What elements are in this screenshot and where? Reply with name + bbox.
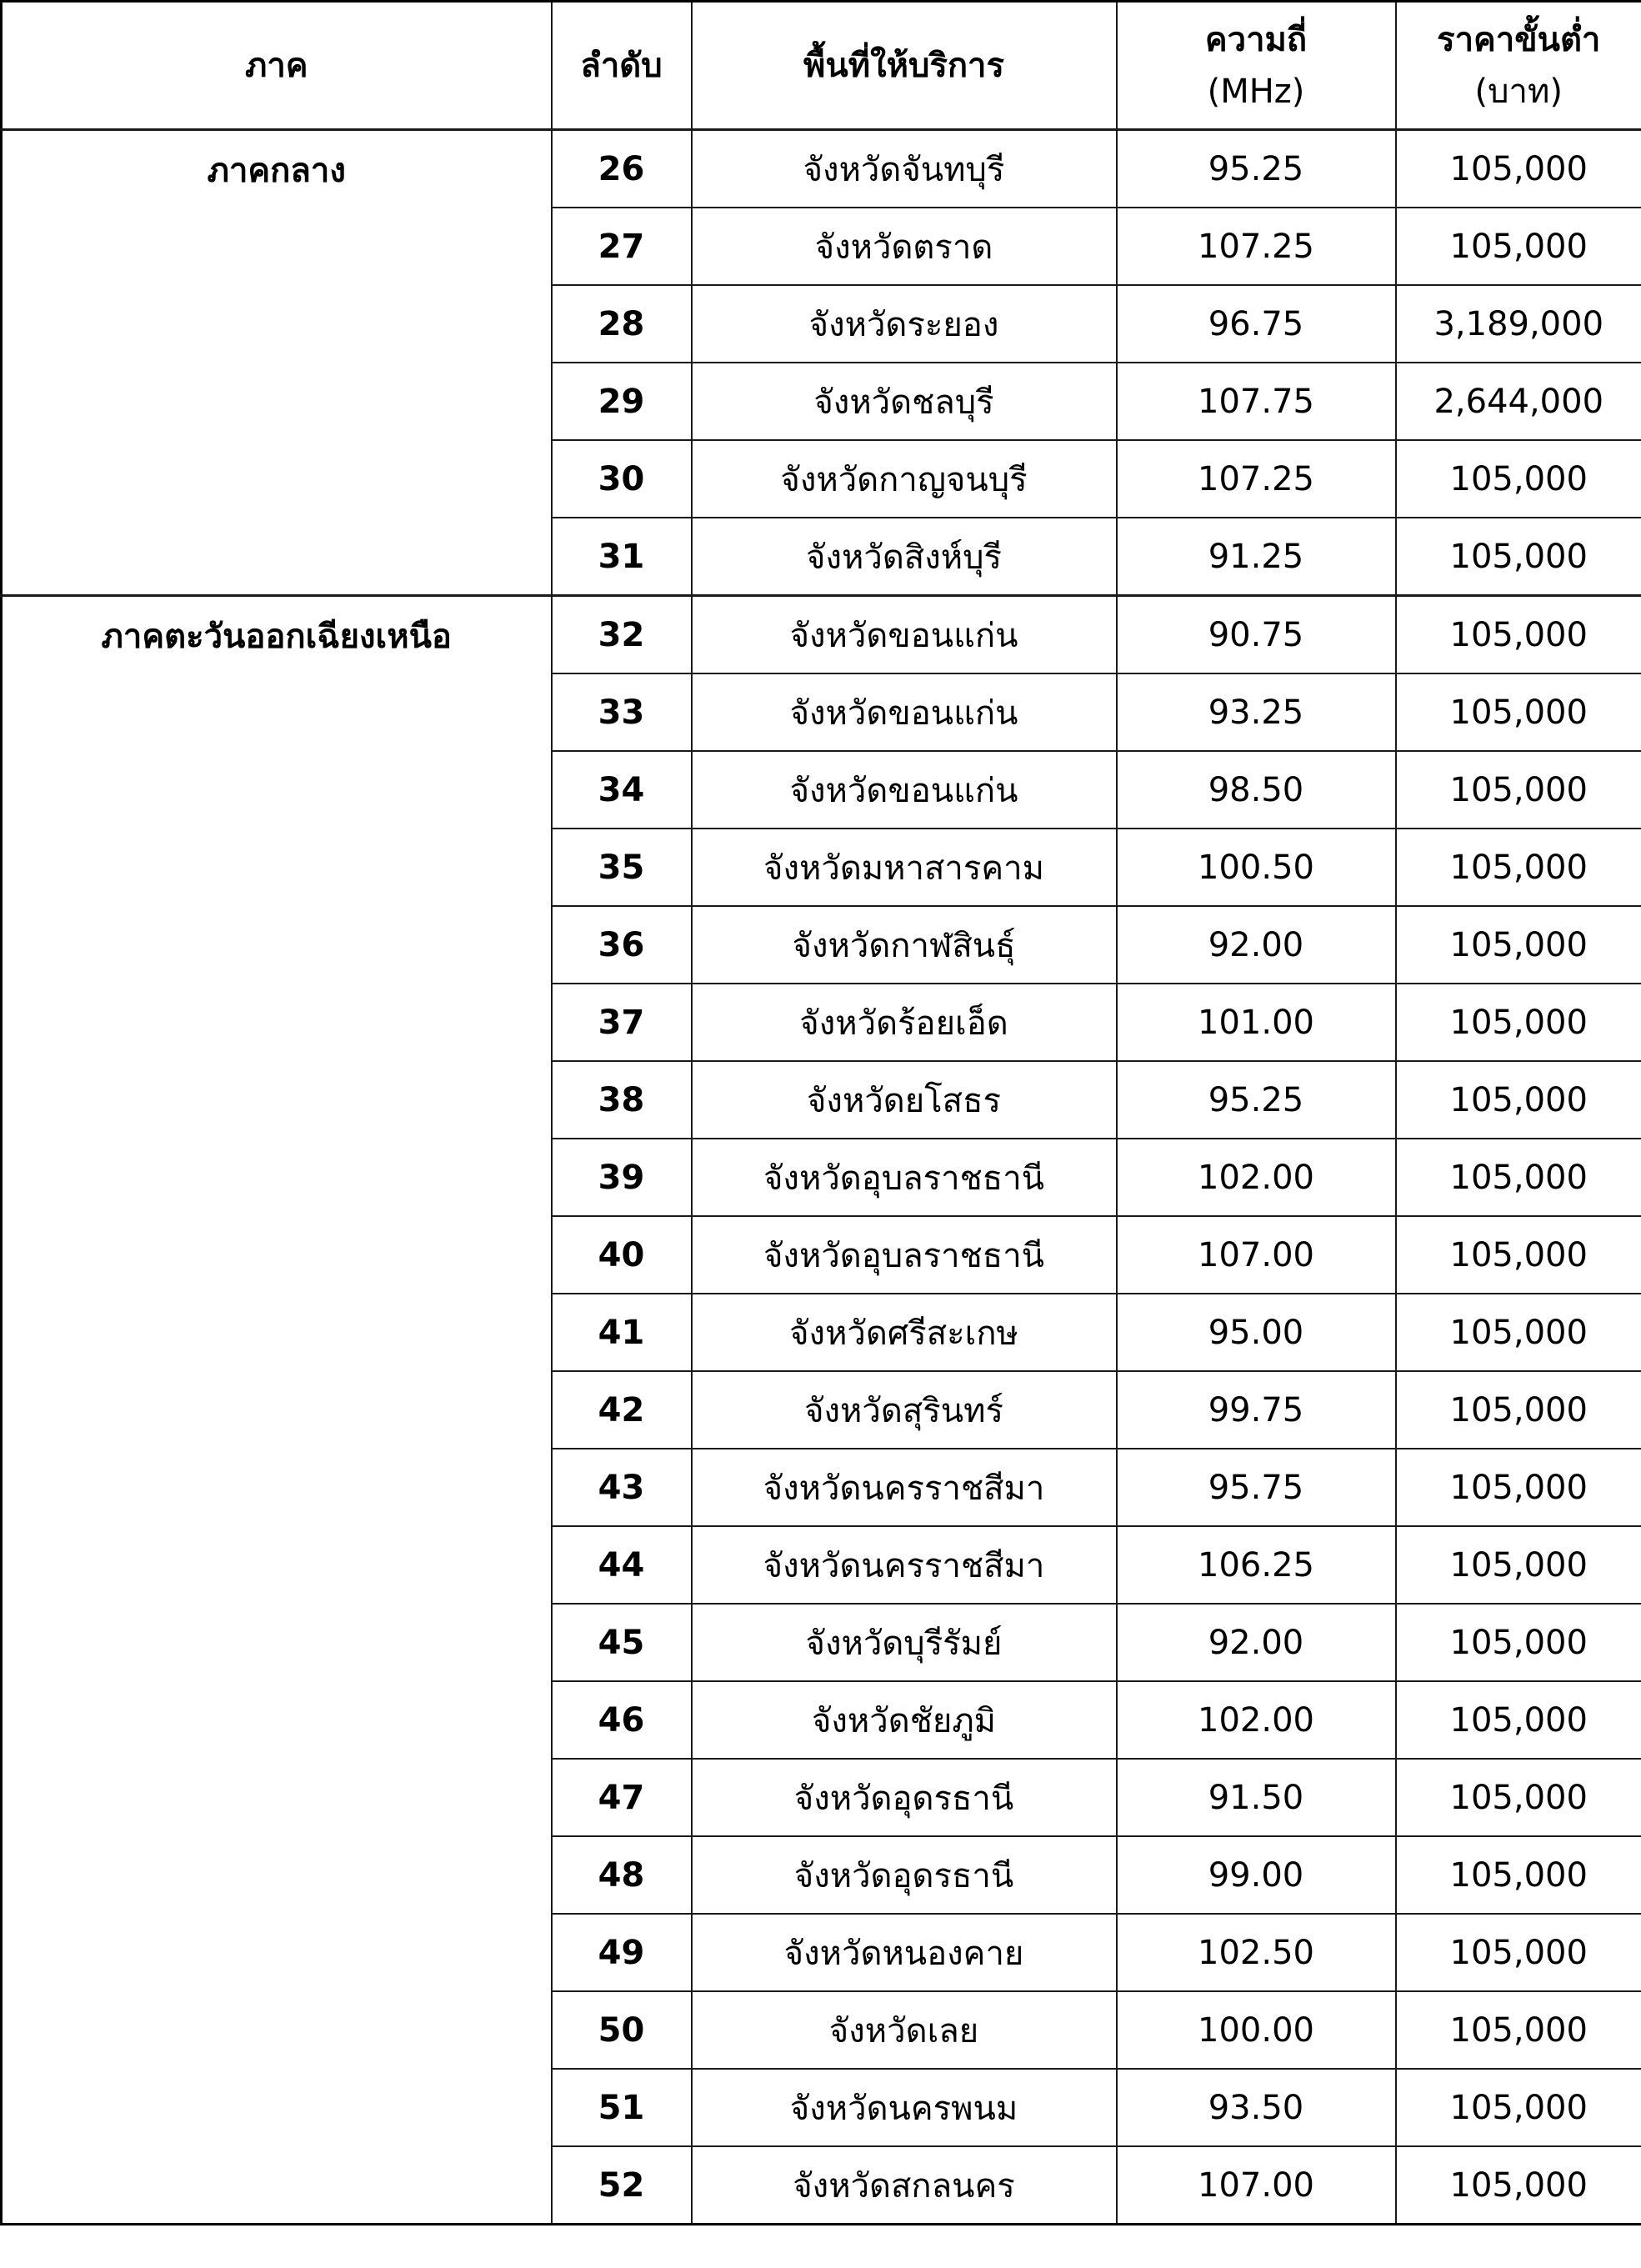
seq-cell: 33 — [552, 673, 692, 751]
frequency-cell: 107.25 — [1117, 440, 1396, 518]
region-cell: ภาคกลาง — [2, 130, 552, 596]
seq-cell: 39 — [552, 1139, 692, 1216]
header-min-price-label: ราคาขั้นต่ำ — [1437, 20, 1601, 59]
min-price-cell: 105,000 — [1396, 829, 1641, 906]
frequency-cell: 96.75 — [1117, 285, 1396, 363]
area-cell: จังหวัดบุรีรัมย์ — [692, 1604, 1117, 1681]
table-body — [2, 130, 1641, 2225]
frequency-cell: 100.50 — [1117, 829, 1396, 906]
frequency-cell: 95.75 — [1117, 1449, 1396, 1526]
frequency-cell: 100.00 — [1117, 1991, 1396, 2069]
area-cell: จังหวัดอุบลราชธานี — [692, 1216, 1117, 1294]
min-price-cell: 105,000 — [1396, 1681, 1641, 1759]
frequency-cell: 107.00 — [1117, 2146, 1396, 2225]
seq-cell: 26 — [552, 130, 692, 208]
seq-cell: 37 — [552, 984, 692, 1061]
frequency-cell: 102.00 — [1117, 1681, 1396, 1759]
min-price-cell: 105,000 — [1396, 440, 1641, 518]
seq-cell: 34 — [552, 751, 692, 829]
area-cell: จังหวัดกาญจนบุรี — [692, 440, 1117, 518]
header-frequency — [1117, 2, 1396, 130]
frequency-cell: 107.00 — [1117, 1216, 1396, 1294]
area-cell: จังหวัดขอนแก่น — [692, 596, 1117, 674]
seq-cell: 49 — [552, 1914, 692, 1991]
header-region: ภาค — [2, 2, 552, 130]
seq-cell: 46 — [552, 1681, 692, 1759]
seq-cell: 50 — [552, 1991, 692, 2069]
area-cell: จังหวัดขอนแก่น — [692, 751, 1117, 829]
area-cell: จังหวัดสุรินทร์ — [692, 1371, 1117, 1449]
area-cell: จังหวัดกาฬสินธุ์ — [692, 906, 1117, 984]
area-cell: จังหวัดขอนแก่น — [692, 673, 1117, 751]
frequency-cell: 95.25 — [1117, 1061, 1396, 1139]
frequency-cell: 95.25 — [1117, 130, 1396, 208]
seq-cell: 29 — [552, 363, 692, 440]
area-cell: จังหวัดร้อยเอ็ด — [692, 984, 1117, 1061]
area-cell: จังหวัดชัยภูมิ — [692, 1681, 1117, 1759]
header-min-price — [1396, 2, 1641, 130]
min-price-cell: 105,000 — [1396, 1991, 1641, 2069]
frequency-cell: 93.50 — [1117, 2069, 1396, 2146]
seq-cell: 32 — [552, 596, 692, 674]
seq-cell: 27 — [552, 208, 692, 285]
table-row — [2, 596, 1641, 674]
seq-cell: 28 — [552, 285, 692, 363]
min-price-cell: 105,000 — [1396, 518, 1641, 596]
frequency-cell: 92.00 — [1117, 906, 1396, 984]
header-min-price-unit: (บาท) — [1474, 72, 1563, 111]
seq-cell: 40 — [552, 1216, 692, 1294]
min-price-cell: 105,000 — [1396, 1836, 1641, 1914]
seq-cell: 38 — [552, 1061, 692, 1139]
min-price-cell: 105,000 — [1396, 1294, 1641, 1371]
min-price-cell: 105,000 — [1396, 673, 1641, 751]
area-cell: จังหวัดหนองคาย — [692, 1914, 1117, 1991]
min-price-cell: 105,000 — [1396, 906, 1641, 984]
seq-cell: 51 — [552, 2069, 692, 2146]
min-price-cell: 105,000 — [1396, 1526, 1641, 1604]
region-cell: ภาคตะวันออกเฉียงเหนือ — [2, 596, 552, 2225]
header-area: พื้นที่ให้บริการ — [692, 2, 1117, 130]
min-price-cell: 105,000 — [1396, 751, 1641, 829]
min-price-cell: 105,000 — [1396, 208, 1641, 285]
min-price-cell: 105,000 — [1396, 596, 1641, 674]
frequency-cell: 99.75 — [1117, 1371, 1396, 1449]
area-cell: จังหวัดนครพนม — [692, 2069, 1117, 2146]
area-cell: จังหวัดเลย — [692, 1991, 1117, 2069]
area-cell: จังหวัดตราด — [692, 208, 1117, 285]
min-price-cell: 105,000 — [1396, 1371, 1641, 1449]
frequency-cell: 107.75 — [1117, 363, 1396, 440]
area-cell: จังหวัดยโสธร — [692, 1061, 1117, 1139]
area-cell: จังหวัดสิงห์บุรี — [692, 518, 1117, 596]
min-price-cell: 105,000 — [1396, 1759, 1641, 1836]
seq-cell: 45 — [552, 1604, 692, 1681]
header-seq: ลำดับ — [552, 2, 692, 130]
header-row — [2, 2, 1641, 130]
seq-cell: 36 — [552, 906, 692, 984]
min-price-cell: 105,000 — [1396, 130, 1641, 208]
area-cell: จังหวัดสกลนคร — [692, 2146, 1117, 2225]
frequency-cell: 107.25 — [1117, 208, 1396, 285]
area-cell: จังหวัดนครราชสีมา — [692, 1449, 1117, 1526]
area-cell: จังหวัดระยอง — [692, 285, 1117, 363]
seq-cell: 30 — [552, 440, 692, 518]
min-price-cell: 105,000 — [1396, 1139, 1641, 1216]
area-cell: จังหวัดชลบุรี — [692, 363, 1117, 440]
frequency-cell: 106.25 — [1117, 1526, 1396, 1604]
area-cell: จังหวัดจันทบุรี — [692, 130, 1117, 208]
table-row — [2, 130, 1641, 208]
area-cell: จังหวัดศรีสะเกษ — [692, 1294, 1117, 1371]
min-price-cell: 105,000 — [1396, 1604, 1641, 1681]
seq-cell: 35 — [552, 829, 692, 906]
frequency-cell: 102.00 — [1117, 1139, 1396, 1216]
seq-cell: 43 — [552, 1449, 692, 1526]
seq-cell: 31 — [552, 518, 692, 596]
seq-cell: 41 — [552, 1294, 692, 1371]
area-cell: จังหวัดอุดรธานี — [692, 1836, 1117, 1914]
frequency-cell: 102.50 — [1117, 1914, 1396, 1991]
min-price-cell: 105,000 — [1396, 1216, 1641, 1294]
min-price-cell: 105,000 — [1396, 1061, 1641, 1139]
area-cell: จังหวัดอุบลราชธานี — [692, 1139, 1117, 1216]
frequency-cell: 93.25 — [1117, 673, 1396, 751]
seq-cell: 44 — [552, 1526, 692, 1604]
min-price-cell: 105,000 — [1396, 1449, 1641, 1526]
area-cell: จังหวัดอุดรธานี — [692, 1759, 1117, 1836]
frequency-cell: 92.00 — [1117, 1604, 1396, 1681]
seq-cell: 52 — [552, 2146, 692, 2225]
area-cell: จังหวัดมหาสารคาม — [692, 829, 1117, 906]
frequency-cell: 91.50 — [1117, 1759, 1396, 1836]
area-cell: จังหวัดนครราชสีมา — [692, 1526, 1117, 1604]
seq-cell: 42 — [552, 1371, 692, 1449]
min-price-cell: 2,644,000 — [1396, 363, 1641, 440]
min-price-cell: 105,000 — [1396, 1914, 1641, 1991]
header-frequency-label: ความถี่ — [1204, 20, 1308, 59]
min-price-cell: 105,000 — [1396, 984, 1641, 1061]
frequency-cell: 95.00 — [1117, 1294, 1396, 1371]
seq-cell: 47 — [552, 1759, 692, 1836]
min-price-cell: 105,000 — [1396, 2069, 1641, 2146]
seq-cell: 48 — [552, 1836, 692, 1914]
header-frequency-unit: (MHz) — [1207, 72, 1305, 111]
frequency-cell: 90.75 — [1117, 596, 1396, 674]
frequency-cell: 99.00 — [1117, 1836, 1396, 1914]
frequency-cell: 98.50 — [1117, 751, 1396, 829]
min-price-cell: 105,000 — [1396, 2146, 1641, 2225]
frequency-cell: 91.25 — [1117, 518, 1396, 596]
frequency-cell: 101.00 — [1117, 984, 1396, 1061]
table-header — [2, 2, 1641, 130]
min-price-cell: 3,189,000 — [1396, 285, 1641, 363]
